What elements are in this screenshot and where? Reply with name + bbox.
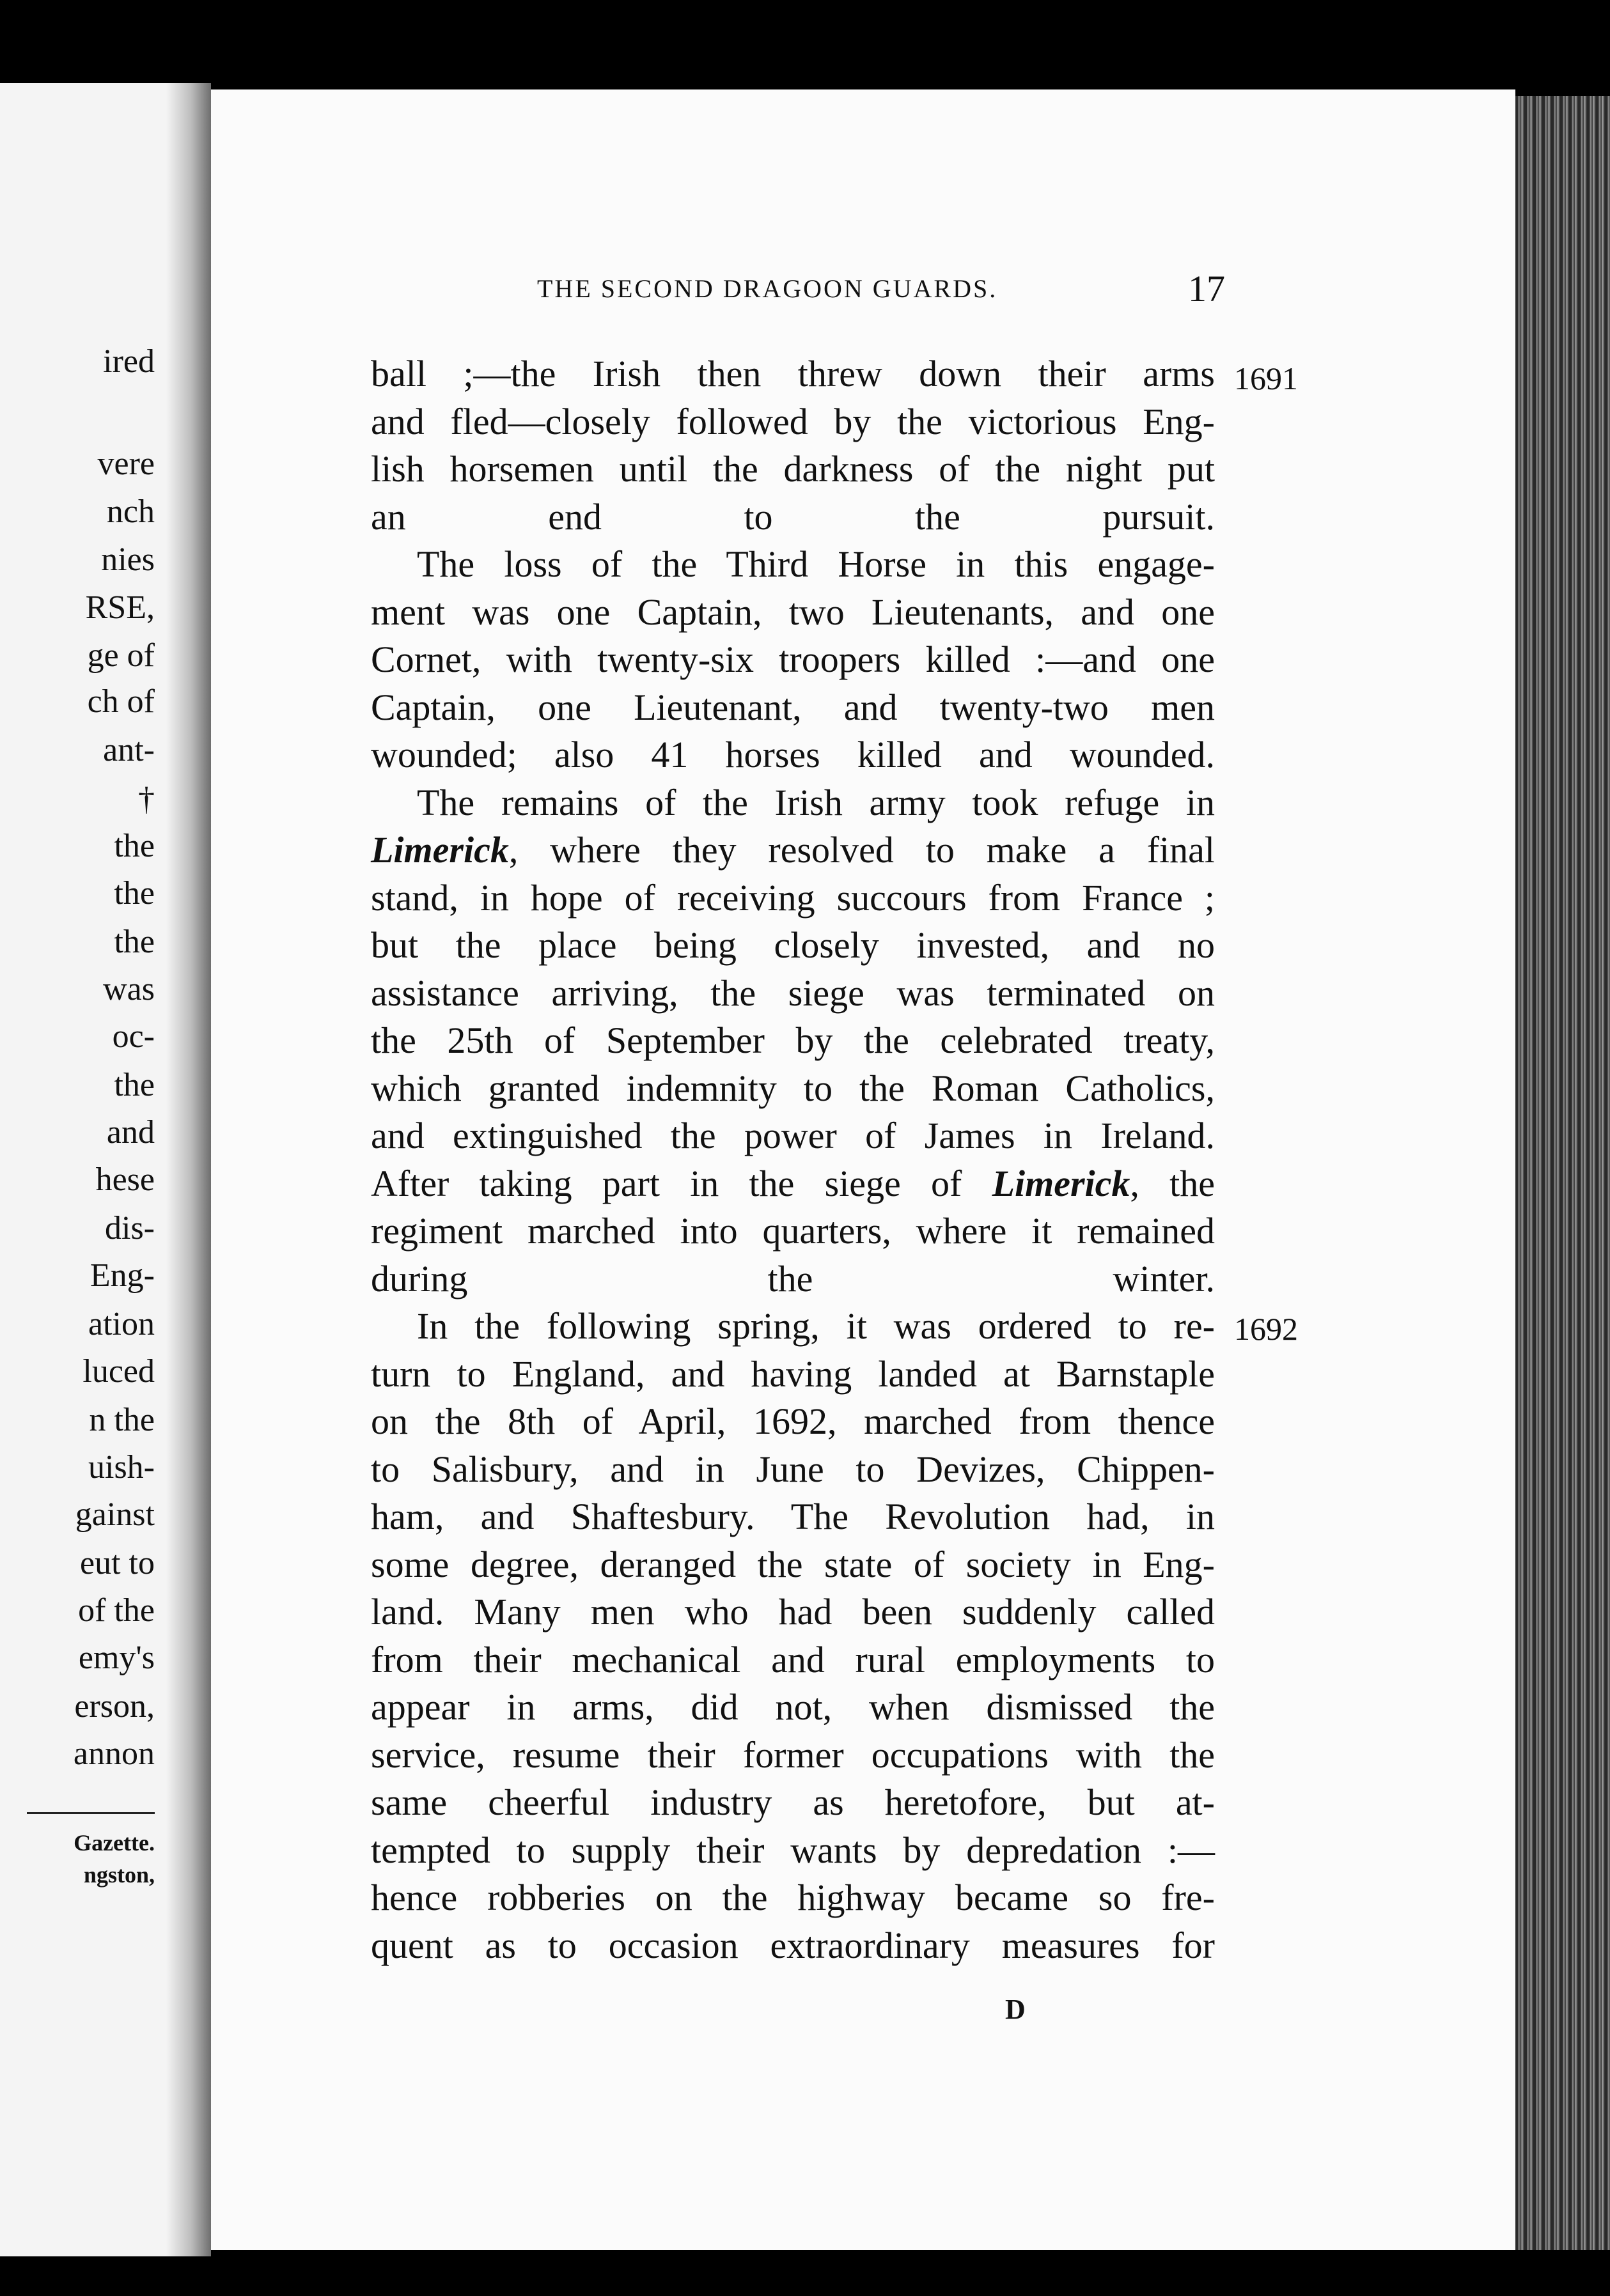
page-block-edges <box>1515 96 1610 2250</box>
page-number: 17 <box>1188 268 1225 309</box>
text-line: the 25th of September by the celebrated treaty, <box>371 1020 1215 1061</box>
facing-page-line: of the <box>78 1592 155 1629</box>
facing-page-line: nies <box>101 541 155 578</box>
text-line: during the winter. <box>371 1257 1215 1299</box>
text-line: quent as to occasion extraordinary measures for <box>371 1924 1215 1966</box>
facing-page-line: erson, <box>74 1688 155 1725</box>
text-line: The loss of the Third Horse in this engage- <box>417 543 1215 585</box>
paragraph <box>371 541 1215 779</box>
facing-page-line: and <box>106 1114 155 1151</box>
text-line: and extinguished the power of James in Ireland. <box>371 1115 1215 1156</box>
text-line: stand, in hope of receiving succours from France ; <box>371 876 1215 919</box>
margin-year: 1691 <box>1234 361 1298 396</box>
facing-page-line: emy's <box>78 1640 155 1676</box>
text-line: In the following spring, it was ordered to re- <box>417 1305 1215 1347</box>
facing-page-line: the <box>114 924 155 960</box>
text-line: same cheerful industry as heretofore, but at- <box>371 1781 1215 1823</box>
paragraph <box>371 1303 1215 1969</box>
margin-year: 1692 <box>1234 1311 1298 1347</box>
facing-footnote: Gazette. <box>74 1830 155 1856</box>
text-line: but the place being closely invested, and no <box>371 924 1215 966</box>
facing-page-line: eut to <box>80 1545 155 1581</box>
text-line: wounded; also 41 horses killed and wounded. <box>371 734 1215 775</box>
text-line: hence robberies on the highway became so fre- <box>371 1877 1215 1918</box>
text-line: The remains of the Irish army took refuge in <box>417 781 1215 823</box>
text-line: After taking part in the siege of Limerick, the <box>371 1162 1215 1204</box>
facing-page-line: annon <box>73 1735 155 1772</box>
facing-page-line: dis- <box>105 1210 155 1246</box>
facing-footnote: ngston, <box>83 1862 155 1888</box>
facing-page-line: vere <box>97 446 155 482</box>
facing-page-line: ant- <box>103 732 155 768</box>
facing-page-line: nch <box>106 493 155 530</box>
text-line: which granted indemnity to the Roman Catholics, <box>371 1067 1215 1109</box>
text-line: ball ;—the Irish then threw down their arms <box>371 353 1215 394</box>
signature-mark: D <box>1005 1994 1026 2025</box>
text-line: ment was one Captain, two Lieutenants, and one <box>371 591 1215 633</box>
text-line: to Salisbury, and in June to Devizes, Chippen- <box>371 1448 1215 1490</box>
facing-page-line: ch of <box>87 683 155 720</box>
text-line: appear in arms, did not, when dismissed the <box>371 1686 1215 1728</box>
facing-page-line: oc- <box>112 1018 155 1055</box>
facing-page-line: was <box>103 971 155 1007</box>
facing-page-line: the <box>114 828 155 864</box>
text-line: service, resume their former occupations with the <box>371 1734 1215 1776</box>
text-line: Captain, one Lieutenant, and twenty-two men <box>371 686 1215 728</box>
footnote-rule <box>27 1812 155 1814</box>
running-head: THE SECOND DRAGOON GUARDS. <box>537 274 998 303</box>
facing-page-line: the <box>114 1067 155 1103</box>
text-line: some degree, deranged the state of society in Eng- <box>371 1543 1215 1585</box>
text-line: regiment marched into quarters, where it remained <box>371 1210 1215 1252</box>
facing-page-line: RSE, <box>85 589 155 626</box>
body-text <box>371 350 1215 1969</box>
facing-page-line: ired <box>103 343 155 380</box>
gutter-shadow <box>166 83 211 2256</box>
paragraph <box>371 350 1215 541</box>
place-name: Limerick <box>992 1162 1130 1204</box>
facing-page-line: ation <box>88 1306 155 1342</box>
facing-page-line: hese <box>95 1161 155 1198</box>
facing-page-line: luced <box>82 1353 155 1390</box>
facing-page-line: Eng- <box>90 1257 155 1294</box>
text-line: ham, and Shaftesbury. The Revolution had, in <box>371 1496 1215 1537</box>
facing-page-line: uish- <box>88 1449 155 1485</box>
text-line: land. Many men who had been suddenly called <box>371 1591 1215 1633</box>
facing-page-fragment <box>0 83 211 2256</box>
facing-page-line: gainst <box>75 1496 155 1533</box>
place-name: Limerick <box>371 829 509 871</box>
text-line: lish horsemen until the darkness of the night put <box>371 448 1215 490</box>
text-line: from their mechanical and rural employments to <box>371 1638 1215 1680</box>
text-line: on the 8th of April, 1692, marched from thence <box>371 1400 1215 1442</box>
facing-page-line: ge of <box>87 637 155 674</box>
facing-page-line: † <box>138 781 155 818</box>
text-line: Cornet, with twenty-six troopers killed :—and one <box>371 639 1215 680</box>
paragraph <box>371 779 1215 1303</box>
text-line: tempted to supply their wants by depredation :— <box>371 1829 1215 1871</box>
text-line: assistance arriving, the siege was terminated on <box>371 972 1215 1014</box>
text-line: Limerick, where they resolved to make a final <box>371 829 1215 871</box>
text-line: an end to the pursuit. <box>371 495 1215 538</box>
facing-page-line: the <box>114 875 155 911</box>
text-line: and fled—closely followed by the victorious Eng- <box>371 400 1215 442</box>
text-line: turn to England, and having landed at Barnstaple <box>371 1353 1215 1395</box>
facing-page-line: n the <box>89 1402 155 1438</box>
